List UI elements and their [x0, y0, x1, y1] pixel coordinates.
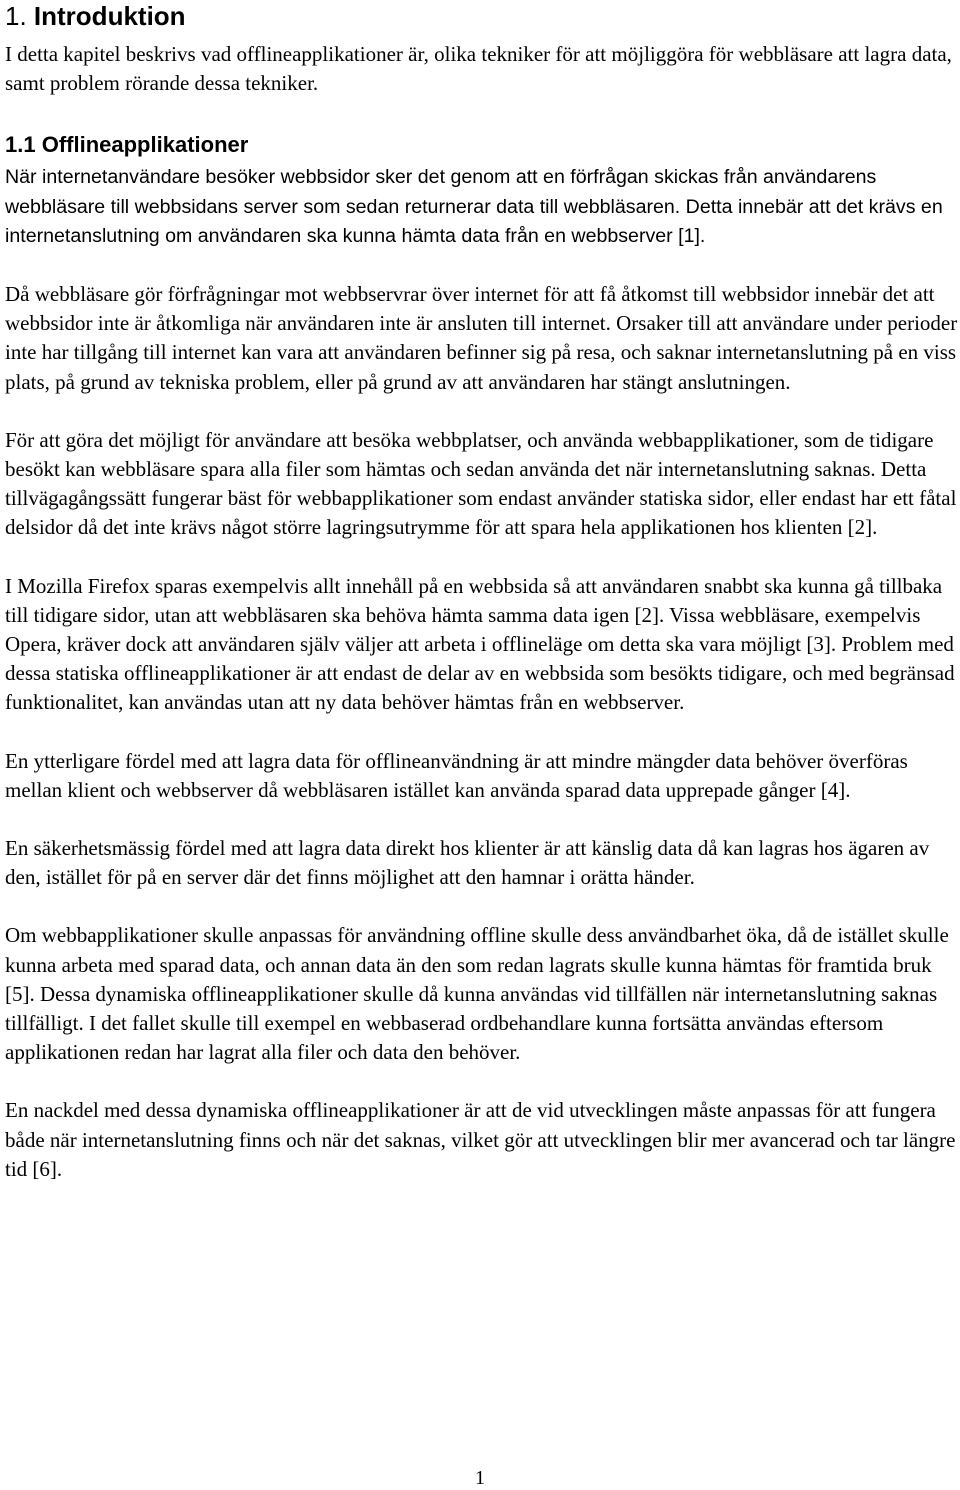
- body-paragraph: En ytterligare fördel med att lagra data för offlineanvändning är att mindre mängder data behöver överföras mellan klient och webbserver då webbläsaren istället kan använda sparad data upprepade gånger [4].: [5, 748, 908, 802]
- section-number: 1.1: [5, 132, 36, 158]
- section-heading: [5, 130, 960, 160]
- body-paragraph: I Mozilla Firefox sparas exempelvis allt innehåll på en webbsida så att användaren snabbt ska kunna gå tillbaka till tidigare sidor, utan att webbläsaren ska behöva hämta samma data igen [2]. Vissa webbläsare, exempelvis Opera, kräver dock att användaren själv väljer att arbeta i offlineläge om detta ska vara möjligt [3]. Problem med dessa statiska offlineapplikationer är att endast de delar av en webbsida som besökts tidigare, och med begränsad funktionalitet, kan användas utan att ny data behöver hämtas från en webbserver.: [5, 573, 955, 715]
- chapter-title: Introduktion: [33, 1, 186, 31]
- section-title: Offlineapplikationer: [41, 132, 249, 158]
- body-paragraph: En nackdel med dessa dynamiska offlineapplikationer är att de vid utvecklingen måste anpassas för att fungera både när internetanslutning finns och när det saknas, vilket gör att utvecklingen blir mer avancerad och tar längre tid [6].: [5, 1098, 956, 1181]
- body-paragraph: Om webbapplikationer skulle anpassas för användning offline skulle dess användbarhet öka, då de istället skulle kunna arbeta med sparad data, och annan data än den som redan lagrats skulle kunna hämtas för framtida bruk [5]. Dessa dynamiska offlineapplikationer skulle då kunna användas vid tillfällen när internetanslutning saknas tillfälligt. I det fallet skulle till exempel en webbaserad ordbehandlare kunna fortsätta användas eftersom applikationen redan har lagrat alla filer och data den behöver.: [5, 923, 949, 1065]
- body-paragraph: En säkerhetsmässig fördel med att lagra data direkt hos klienter är att känslig data då kan lagras hos ägaren av den, istället för på en server där det finns möjlighet att den hamnar i orätta händer.: [5, 836, 930, 890]
- chapter-heading: [5, 0, 960, 31]
- document-page: [5, 0, 960, 1184]
- section-paragraph: När internetanvändare besöker webbsidor sker det genom att en förfrågan skickas från användarens webbläsare till webbsidans server som sedan returnerar data till webbläsaren. Detta innebär att det krävs en internetanslutning om användaren ska kunna hämta data från en webbserver [1].: [5, 166, 943, 247]
- page-number: 1: [475, 1467, 485, 1489]
- chapter-intro: I detta kapitel beskrivs vad offlineapplikationer är, olika tekniker för att möjliggöra för webbläsare att lagra data, samt problem rörande dessa tekniker.: [5, 42, 952, 96]
- body-paragraph: Då webbläsare gör förfrågningar mot webbservrar över internet för att få åtkomst till webbsidor innebär det att webbsidor inte är åtkomliga när användaren inte är ansluten till internet. Orsaker till att användare under perioder inte har tillgång till internet kan vara att användaren befinner sig på resa, och saknar internetanslutning på en viss plats, på grund av tekniska problem, eller på grund av att användaren har stängt anslutningen.: [5, 282, 958, 394]
- body-paragraph: För att göra det möjligt för användare att besöka webbplatser, och använda webbapplikationer, som de tidigare besökt kan webbläsare spara alla filer som hämtas och sedan använda det när internetanslutning saknas. Detta tillvägagångssätt fungerar bäst för webbapplikationer som endast använder statiska sidor, eller endast har ett fåtal delsidor då det inte krävs något större lagringsutrymme för att spara hela applikationen hos klienten [2].: [5, 427, 957, 540]
- chapter-number: 1.: [5, 1, 27, 31]
